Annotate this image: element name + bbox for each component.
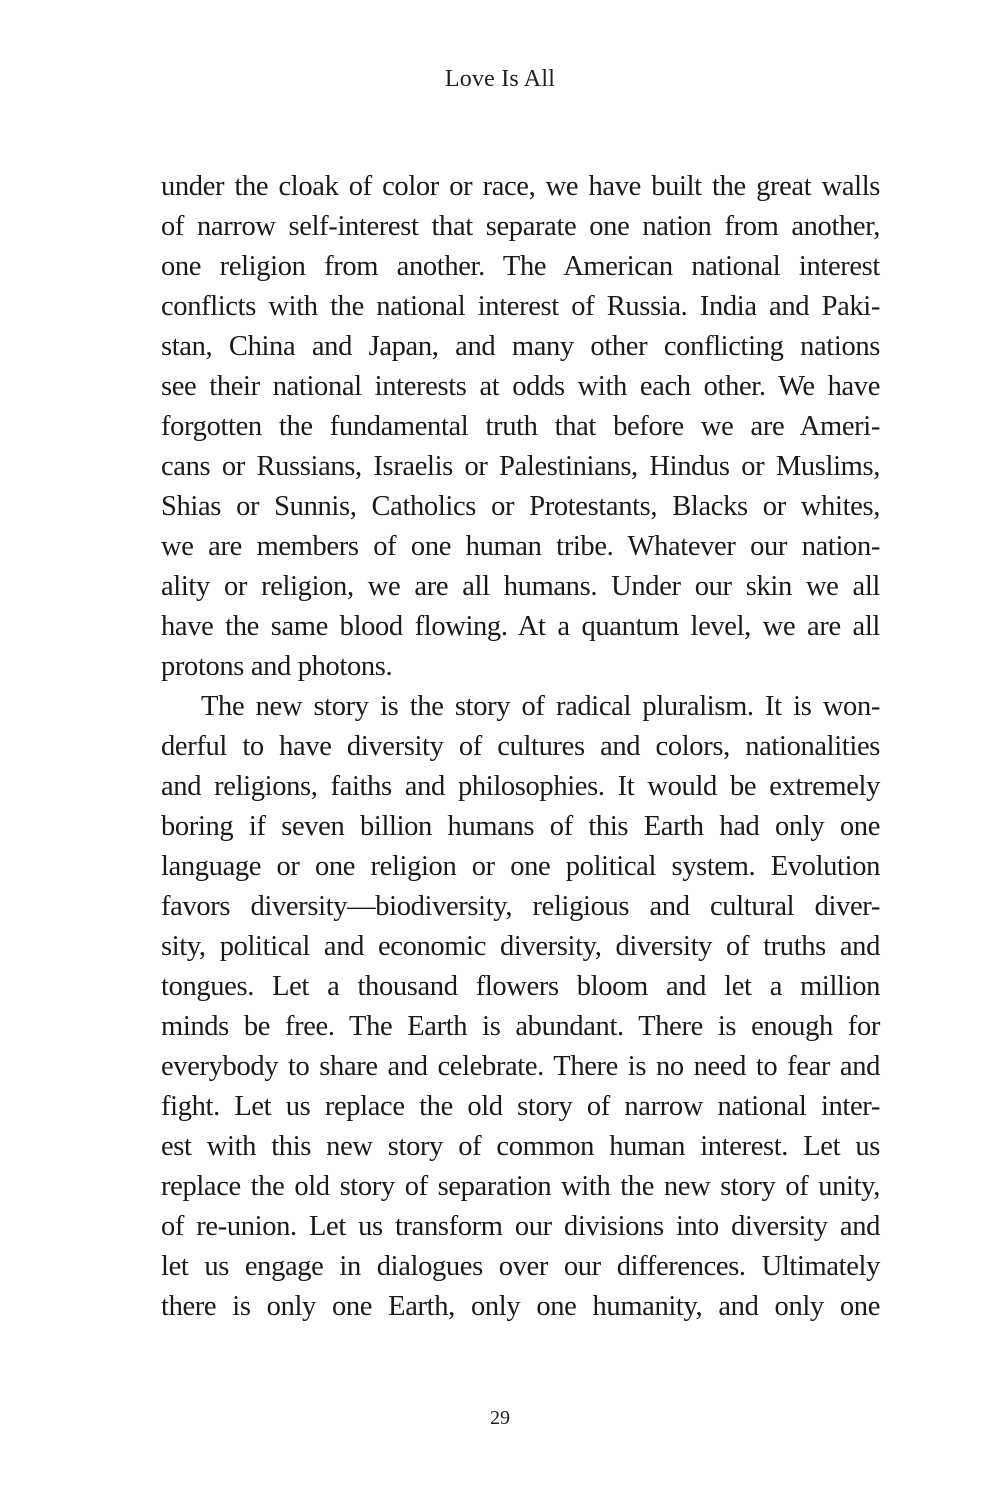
text-line: est with this new story of common human interest. Let us — [161, 1131, 880, 1162]
text-line: under the cloak of color or race, we have built the great walls — [161, 171, 880, 202]
text-line: have the same blood flowing. At a quantum level, we are all — [161, 611, 880, 642]
text-line: boring if seven billion humans of this Earth had only one — [161, 811, 880, 842]
text-line: cans or Russians, Israelis or Palestinians, Hindus or Muslims, — [161, 451, 880, 482]
text-line: protons and photons. — [161, 651, 393, 682]
text-line: The new story is the story of radical pluralism. It is won- — [201, 691, 880, 722]
text-line: conflicts with the national interest of Russia. India and Paki- — [161, 291, 880, 322]
text-line: and religions, faiths and philosophies. It would be extremely — [161, 771, 880, 802]
text-line: one religion from another. The American national interest — [161, 251, 880, 282]
running-head: Love Is All — [444, 66, 556, 92]
text-line: sity, political and economic diversity, diversity of truths and — [161, 931, 880, 962]
text-line: everybody to share and celebrate. There is no need to fear and — [161, 1051, 880, 1082]
text-line: of re-union. Let us transform our divisions into diversity and — [161, 1211, 880, 1242]
paragraph-1 — [161, 167, 880, 687]
paragraph-2 — [161, 687, 880, 1327]
page-number: 29 — [490, 1407, 510, 1429]
text-line: language or one religion or one political system. Evolution — [161, 851, 880, 882]
text-line: replace the old story of separation with the new story of unity, — [161, 1171, 880, 1202]
text-line: forgotten the fundamental truth that before we are Ameri- — [161, 411, 880, 442]
text-line: tongues. Let a thousand flowers bloom and let a million — [161, 971, 880, 1002]
text-line: derful to have diversity of cultures and colors, nationalities — [161, 731, 880, 762]
text-line: minds be free. The Earth is abundant. There is enough for — [161, 1011, 880, 1042]
text-line: favors diversity—biodiversity, religious and cultural diver- — [161, 891, 880, 922]
text-line: see their national interests at odds with each other. We have — [161, 371, 880, 402]
text-line: stan, China and Japan, and many other conflicting nations — [161, 331, 880, 362]
text-line: we are members of one human tribe. Whatever our nation- — [161, 531, 880, 562]
body-text — [161, 167, 880, 1327]
text-line: there is only one Earth, only one humanity, and only one — [161, 1291, 880, 1322]
text-line: of narrow self-interest that separate one nation from another, — [161, 211, 880, 242]
text-line: fight. Let us replace the old story of narrow national inter- — [161, 1091, 880, 1122]
text-line: ality or religion, we are all humans. Under our skin we all — [161, 571, 880, 602]
text-line: let us engage in dialogues over our differences. Ultimately — [161, 1251, 880, 1282]
text-line: Shias or Sunnis, Catholics or Protestants, Blacks or whites, — [161, 491, 880, 522]
